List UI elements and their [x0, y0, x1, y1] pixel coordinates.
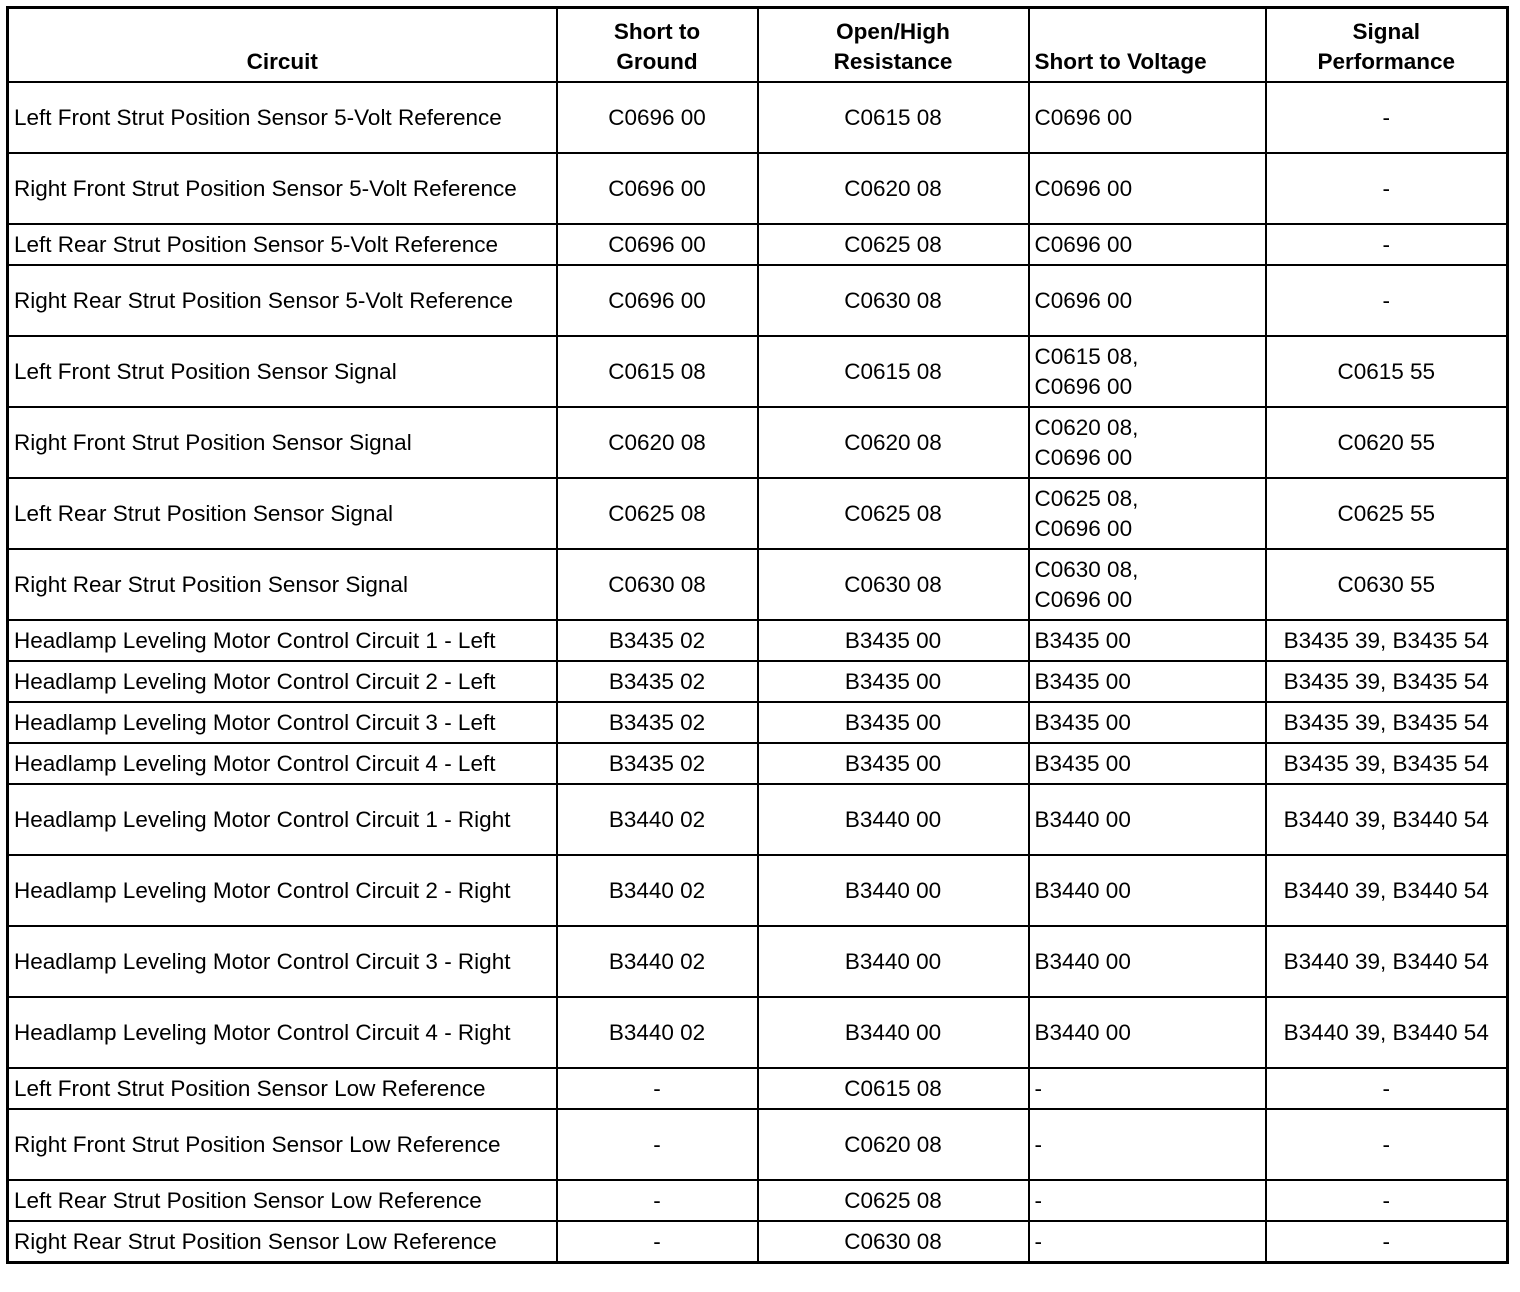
header-circuit: Circuit [8, 8, 557, 83]
open-high-resistance-cell: B3435 00 [758, 661, 1029, 702]
short-to-voltage-line1: C0620 08, [1034, 414, 1139, 440]
signal-performance-cell: C0620 55 [1266, 407, 1508, 478]
table-row [8, 1221, 1508, 1263]
signal-performance-cell: C0615 55 [1266, 336, 1508, 407]
circuit-cell: Headlamp Leveling Motor Control Circuit 3 - Left [8, 702, 557, 743]
table-row [8, 743, 1508, 784]
table-row [8, 478, 1508, 549]
circuit-cell: Right Front Strut Position Sensor Signal [8, 407, 557, 478]
table-body [8, 82, 1508, 1263]
signal-performance-cell: C0630 55 [1266, 549, 1508, 620]
header-row [8, 8, 1508, 83]
signal-performance-cell: - [1266, 1180, 1508, 1221]
short-to-ground-cell: - [557, 1109, 758, 1180]
short-to-voltage-line2: C0696 00 [1034, 373, 1133, 399]
short-to-voltage-cell: B3435 00 [1029, 661, 1266, 702]
short-to-ground-cell: C0625 08 [557, 478, 758, 549]
short-to-ground-cell: B3435 02 [557, 620, 758, 661]
circuit-cell: Right Rear Strut Position Sensor Low Reference [8, 1221, 557, 1263]
signal-performance-cell: B3435 39, B3435 54 [1266, 620, 1508, 661]
short-to-ground-cell: C0696 00 [557, 265, 758, 336]
short-to-voltage-cell [1029, 336, 1266, 407]
open-high-resistance-cell: C0625 08 [758, 1180, 1029, 1221]
circuit-cell: Left Front Strut Position Sensor Signal [8, 336, 557, 407]
table-row [8, 926, 1508, 997]
open-high-resistance-cell: B3440 00 [758, 926, 1029, 997]
open-high-resistance-cell: C0625 08 [758, 478, 1029, 549]
circuit-cell: Left Rear Strut Position Sensor Signal [8, 478, 557, 549]
table-row [8, 855, 1508, 926]
circuit-cell: Headlamp Leveling Motor Control Circuit 2 - Right [8, 855, 557, 926]
signal-performance-cell: - [1266, 153, 1508, 224]
short-to-voltage-cell: C0696 00 [1029, 224, 1266, 265]
short-to-ground-cell: B3435 02 [557, 743, 758, 784]
signal-performance-cell: B3435 39, B3435 54 [1266, 743, 1508, 784]
short-to-ground-cell: - [557, 1221, 758, 1263]
short-to-voltage-line2: C0696 00 [1034, 586, 1133, 612]
circuit-cell: Left Rear Strut Position Sensor 5-Volt Reference [8, 224, 557, 265]
signal-performance-cell: - [1266, 224, 1508, 265]
table-header [8, 8, 1508, 83]
open-high-resistance-cell: C0615 08 [758, 82, 1029, 153]
circuit-cell: Right Rear Strut Position Sensor 5-Volt Reference [8, 265, 557, 336]
short-to-voltage-line2: C0696 00 [1034, 444, 1133, 470]
short-to-voltage-cell: - [1029, 1109, 1266, 1180]
short-to-ground-cell: - [557, 1068, 758, 1109]
short-to-ground-cell: C0696 00 [557, 224, 758, 265]
short-to-voltage-cell: C0696 00 [1029, 265, 1266, 336]
short-to-voltage-line2: C0696 00 [1034, 515, 1133, 541]
table-row [8, 82, 1508, 153]
short-to-ground-cell: C0696 00 [557, 82, 758, 153]
signal-performance-cell: - [1266, 265, 1508, 336]
open-high-resistance-cell: B3440 00 [758, 855, 1029, 926]
open-high-resistance-cell: B3435 00 [758, 743, 1029, 784]
open-high-resistance-cell: C0615 08 [758, 336, 1029, 407]
circuit-cell: Headlamp Leveling Motor Control Circuit 3 - Right [8, 926, 557, 997]
short-to-voltage-line1: C0625 08, [1034, 485, 1139, 511]
signal-performance-cell: B3435 39, B3435 54 [1266, 661, 1508, 702]
short-to-voltage-cell: - [1029, 1180, 1266, 1221]
circuit-cell: Headlamp Leveling Motor Control Circuit 1 - Left [8, 620, 557, 661]
header-short-to-ground [557, 8, 758, 83]
short-to-voltage-cell: B3440 00 [1029, 784, 1266, 855]
open-high-resistance-cell: C0630 08 [758, 265, 1029, 336]
short-to-ground-cell: B3440 02 [557, 784, 758, 855]
table-row [8, 661, 1508, 702]
short-to-ground-cell: C0696 00 [557, 153, 758, 224]
signal-performance-cell: B3440 39, B3440 54 [1266, 997, 1508, 1068]
open-high-resistance-cell: B3440 00 [758, 784, 1029, 855]
short-to-ground-cell: B3435 02 [557, 702, 758, 743]
open-high-resistance-cell: C0625 08 [758, 224, 1029, 265]
short-to-ground-cell: B3440 02 [557, 926, 758, 997]
table-row [8, 620, 1508, 661]
header-signal-performance [1266, 8, 1508, 83]
signal-performance-cell: B3440 39, B3440 54 [1266, 784, 1508, 855]
open-high-resistance-cell: C0620 08 [758, 1109, 1029, 1180]
open-high-resistance-cell: C0630 08 [758, 549, 1029, 620]
open-high-resistance-cell: B3435 00 [758, 702, 1029, 743]
table-row [8, 702, 1508, 743]
table-row [8, 549, 1508, 620]
open-high-resistance-cell: C0620 08 [758, 153, 1029, 224]
short-to-ground-cell: C0615 08 [557, 336, 758, 407]
table-row [8, 224, 1508, 265]
table-row [8, 153, 1508, 224]
header-short-to-voltage: Short to Voltage [1029, 8, 1266, 83]
table-row [8, 784, 1508, 855]
short-to-voltage-cell [1029, 549, 1266, 620]
short-to-ground-cell: B3435 02 [557, 661, 758, 702]
short-to-voltage-cell [1029, 407, 1266, 478]
signal-performance-cell: C0625 55 [1266, 478, 1508, 549]
short-to-voltage-cell: B3435 00 [1029, 743, 1266, 784]
signal-performance-cell: - [1266, 1068, 1508, 1109]
open-high-resistance-cell: C0630 08 [758, 1221, 1029, 1263]
open-high-resistance-cell: B3435 00 [758, 620, 1029, 661]
short-to-voltage-cell: C0696 00 [1029, 153, 1266, 224]
header-open-high-resistance [758, 8, 1029, 83]
header-short-to-ground-line1: Short to [613, 19, 701, 44]
signal-performance-cell: B3440 39, B3440 54 [1266, 926, 1508, 997]
table-row [8, 997, 1508, 1068]
table-row [8, 1109, 1508, 1180]
signal-performance-cell: - [1266, 1109, 1508, 1180]
table-row [8, 1180, 1508, 1221]
short-to-ground-cell: B3440 02 [557, 855, 758, 926]
circuit-cell: Headlamp Leveling Motor Control Circuit 2 - Left [8, 661, 557, 702]
circuit-cell: Headlamp Leveling Motor Control Circuit 4 - Right [8, 997, 557, 1068]
short-to-voltage-cell: - [1029, 1221, 1266, 1263]
header-open-high-resistance-line2: Resistance [833, 49, 953, 74]
header-signal-performance-line1: Signal [1352, 19, 1420, 44]
short-to-voltage-cell: B3440 00 [1029, 926, 1266, 997]
dtc-circuit-table [6, 6, 1509, 1264]
short-to-voltage-cell: B3435 00 [1029, 620, 1266, 661]
short-to-voltage-cell: B3440 00 [1029, 855, 1266, 926]
signal-performance-cell: B3435 39, B3435 54 [1266, 702, 1508, 743]
short-to-voltage-line1: C0630 08, [1034, 556, 1139, 582]
signal-performance-cell: - [1266, 82, 1508, 153]
circuit-cell: Headlamp Leveling Motor Control Circuit 4 - Left [8, 743, 557, 784]
short-to-voltage-cell: - [1029, 1068, 1266, 1109]
circuit-cell: Right Front Strut Position Sensor Low Reference [8, 1109, 557, 1180]
open-high-resistance-cell: C0620 08 [758, 407, 1029, 478]
table-row [8, 265, 1508, 336]
table-row [8, 407, 1508, 478]
signal-performance-cell: - [1266, 1221, 1508, 1263]
open-high-resistance-cell: C0615 08 [758, 1068, 1029, 1109]
short-to-voltage-cell: B3440 00 [1029, 997, 1266, 1068]
short-to-ground-cell: C0620 08 [557, 407, 758, 478]
short-to-ground-cell: - [557, 1180, 758, 1221]
signal-performance-cell: B3440 39, B3440 54 [1266, 855, 1508, 926]
circuit-cell: Left Front Strut Position Sensor 5-Volt Reference [8, 82, 557, 153]
short-to-voltage-cell: C0696 00 [1029, 82, 1266, 153]
header-open-high-resistance-line1: Open/High [836, 19, 950, 44]
table-row [8, 336, 1508, 407]
circuit-cell: Left Front Strut Position Sensor Low Reference [8, 1068, 557, 1109]
circuit-cell: Right Front Strut Position Sensor 5-Volt Reference [8, 153, 557, 224]
short-to-voltage-cell: B3435 00 [1029, 702, 1266, 743]
short-to-voltage-line1: C0615 08, [1034, 343, 1139, 369]
short-to-ground-cell: C0630 08 [557, 549, 758, 620]
header-short-to-ground-line2: Ground [616, 49, 698, 74]
header-signal-performance-line2: Performance [1317, 49, 1456, 74]
short-to-ground-cell: B3440 02 [557, 997, 758, 1068]
table-row [8, 1068, 1508, 1109]
circuit-cell: Left Rear Strut Position Sensor Low Reference [8, 1180, 557, 1221]
open-high-resistance-cell: B3440 00 [758, 997, 1029, 1068]
circuit-cell: Right Rear Strut Position Sensor Signal [8, 549, 557, 620]
circuit-cell: Headlamp Leveling Motor Control Circuit 1 - Right [8, 784, 557, 855]
short-to-voltage-cell [1029, 478, 1266, 549]
